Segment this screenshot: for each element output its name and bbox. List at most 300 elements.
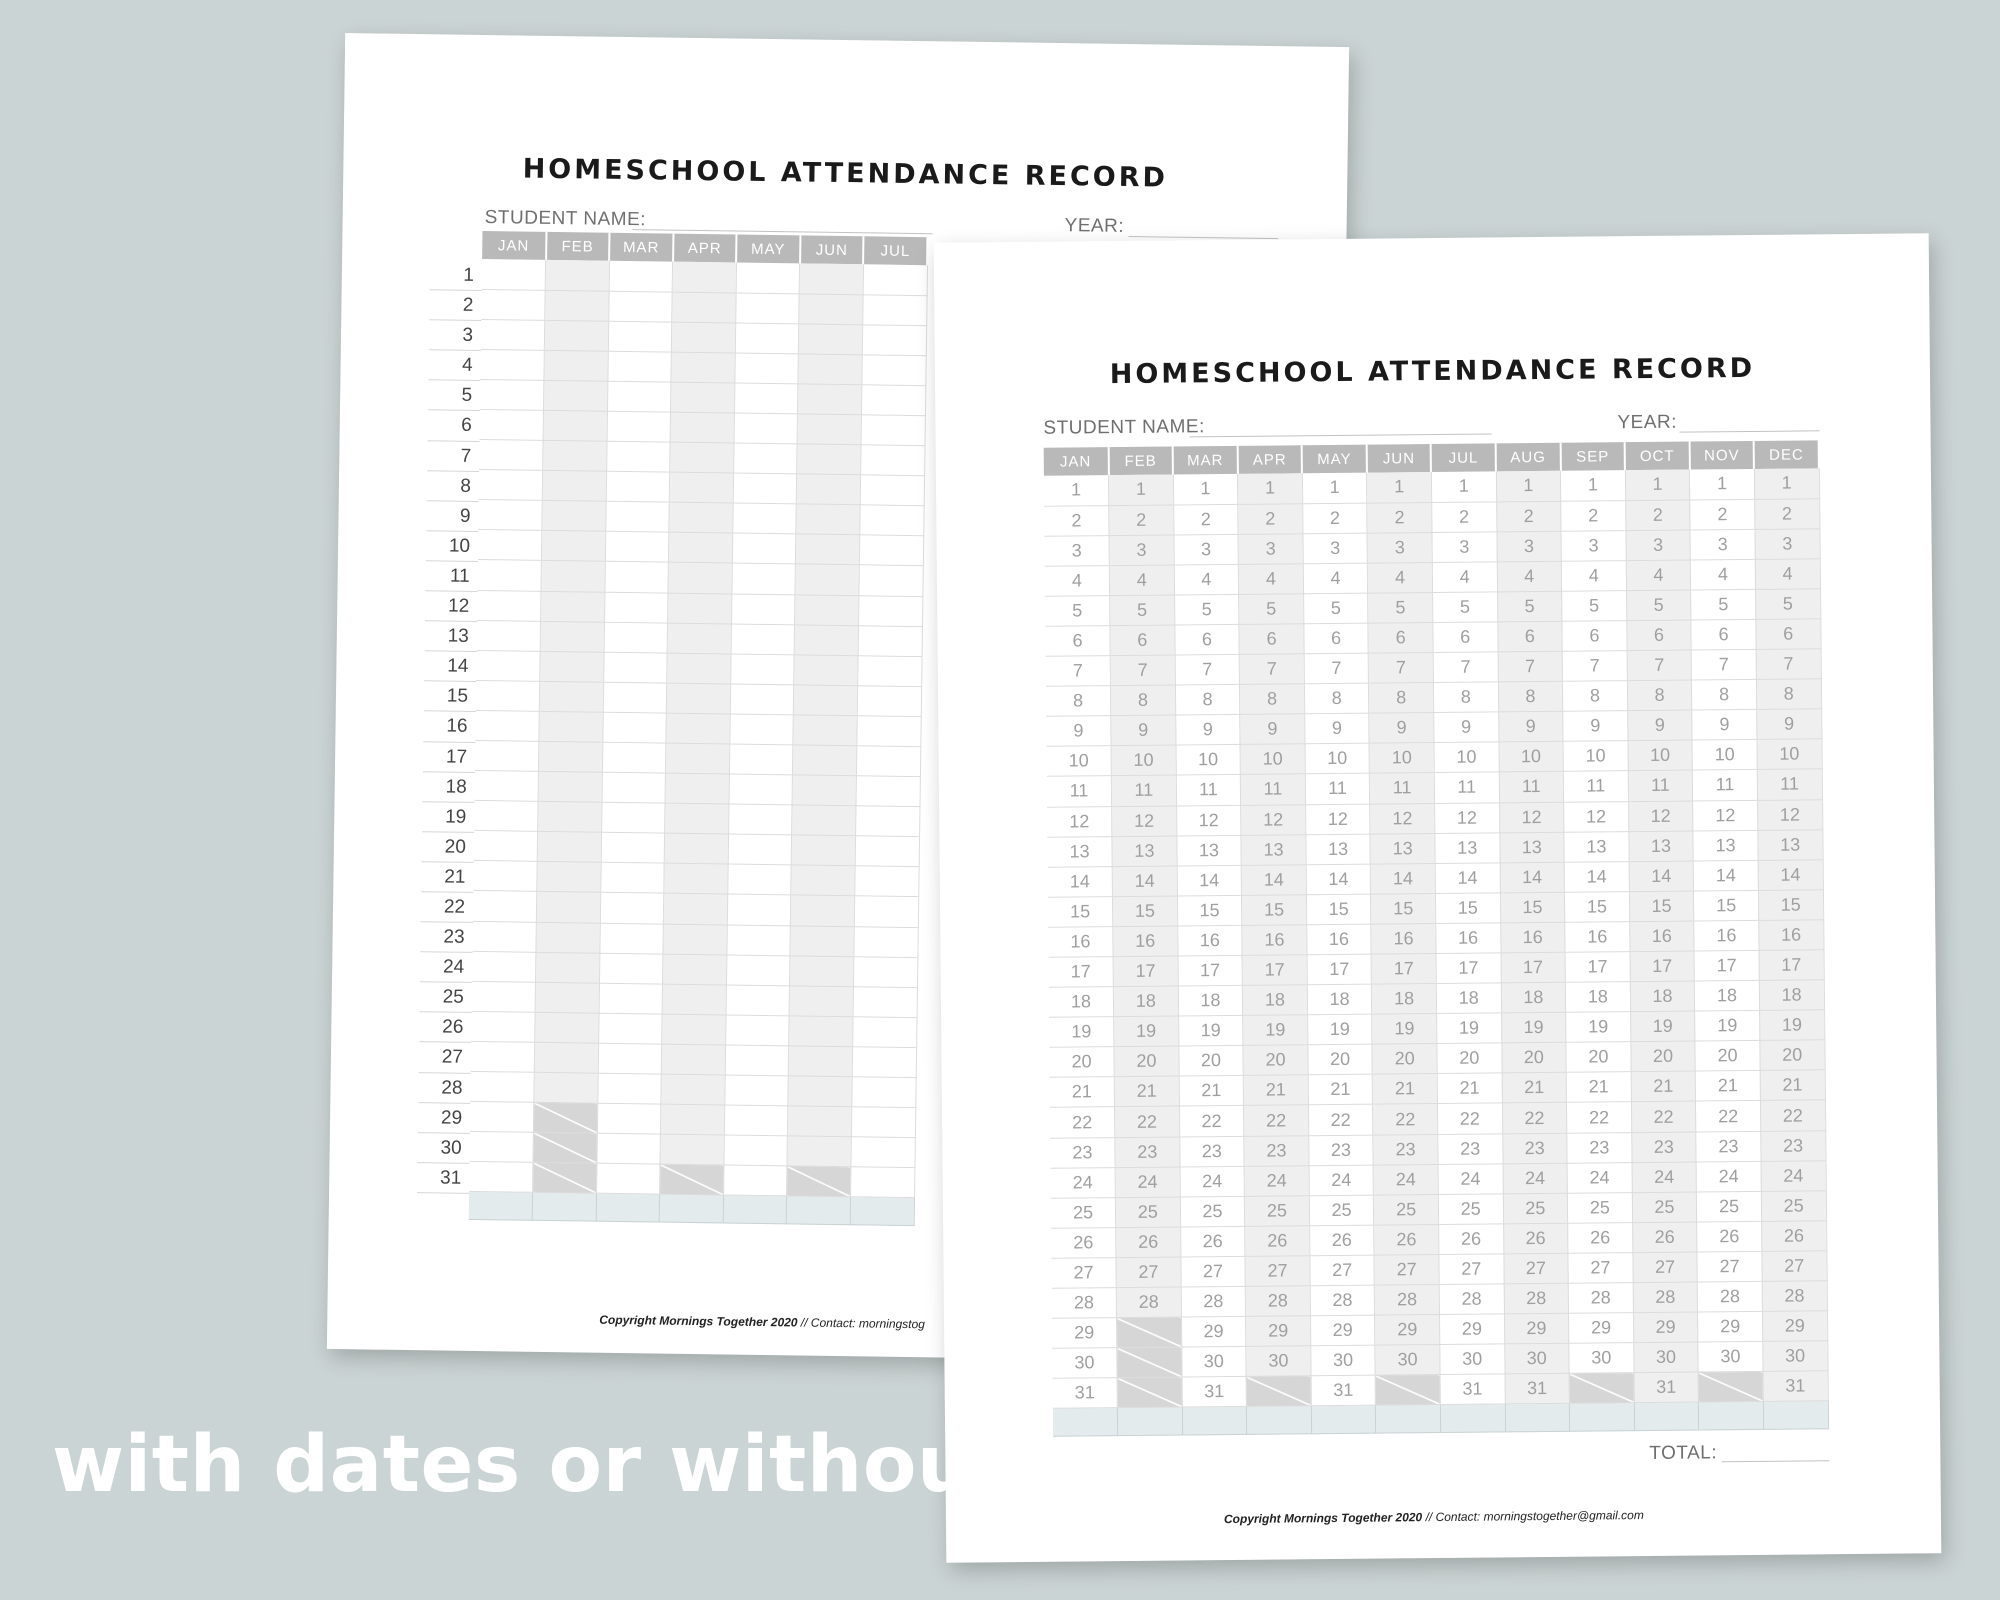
day-cell[interactable]: 1: [1496, 471, 1561, 502]
day-cell[interactable]: 26: [1568, 1222, 1633, 1253]
day-cell[interactable]: 27: [1503, 1253, 1568, 1284]
day-cell[interactable]: 22: [1567, 1102, 1632, 1133]
day-cell[interactable]: 9: [1692, 710, 1757, 741]
day-cell[interactable]: 9: [1240, 714, 1305, 745]
day-cell[interactable]: 25: [1438, 1194, 1503, 1225]
day-cell[interactable]: [607, 411, 671, 442]
day-cell[interactable]: [727, 894, 791, 925]
day-cell[interactable]: 18: [1178, 985, 1243, 1016]
day-cell[interactable]: 2: [1625, 500, 1690, 531]
day-cell[interactable]: 29: [1375, 1315, 1440, 1346]
day-cell[interactable]: 10: [1628, 740, 1693, 771]
day-cell[interactable]: 26: [1374, 1224, 1439, 1255]
day-cell[interactable]: [672, 292, 736, 323]
day-cell[interactable]: 20: [1114, 1046, 1179, 1077]
day-cell[interactable]: 6: [1239, 624, 1304, 655]
day-cell[interactable]: 12: [1693, 800, 1758, 831]
day-cell[interactable]: 7: [1239, 654, 1304, 685]
day-cell[interactable]: 9: [1305, 713, 1370, 744]
day-cell[interactable]: 14: [1758, 860, 1823, 891]
day-cell[interactable]: [469, 1132, 533, 1163]
day-cell[interactable]: 23: [1438, 1133, 1503, 1164]
day-cell[interactable]: 24: [1373, 1164, 1438, 1195]
day-cell[interactable]: 16: [1694, 920, 1759, 951]
day-cell[interactable]: [728, 804, 792, 835]
day-cell[interactable]: [472, 951, 536, 982]
day-cell[interactable]: 11: [1047, 776, 1112, 807]
day-cell[interactable]: 13: [1499, 832, 1564, 863]
day-cell[interactable]: 25: [1309, 1195, 1374, 1226]
day-cell[interactable]: 27: [1181, 1256, 1246, 1287]
day-cell[interactable]: [535, 982, 599, 1013]
day-cell[interactable]: 4: [1239, 564, 1304, 595]
day-cell[interactable]: 5: [1433, 592, 1498, 623]
day-cell[interactable]: 27: [1051, 1258, 1116, 1289]
day-cell[interactable]: [598, 1013, 662, 1044]
day-cell[interactable]: 21: [1631, 1071, 1696, 1102]
day-cell[interactable]: 22: [1696, 1101, 1761, 1132]
day-cell[interactable]: 19: [1566, 1012, 1631, 1043]
day-cell[interactable]: [601, 832, 665, 863]
day-cell[interactable]: 1: [1625, 470, 1690, 501]
day-cell[interactable]: 18: [1243, 985, 1308, 1016]
day-cell[interactable]: [596, 1163, 660, 1194]
day-cell[interactable]: [725, 1015, 789, 1046]
monthly-total-cell[interactable]: [786, 1196, 850, 1225]
day-cell[interactable]: [602, 742, 666, 773]
day-cell[interactable]: [795, 564, 859, 595]
day-cell[interactable]: [482, 259, 546, 290]
day-cell[interactable]: 5: [1562, 591, 1627, 622]
day-cell[interactable]: [666, 683, 730, 714]
day-cell[interactable]: 30: [1375, 1345, 1440, 1376]
day-cell[interactable]: 6: [1756, 619, 1821, 650]
day-cell[interactable]: 2: [1367, 502, 1432, 533]
day-cell[interactable]: [725, 1075, 789, 1106]
day-cell[interactable]: 29: [1052, 1318, 1117, 1349]
day-cell[interactable]: 27: [1697, 1251, 1762, 1282]
day-cell[interactable]: 28: [1245, 1286, 1310, 1317]
day-cell[interactable]: [788, 1076, 852, 1107]
day-cell[interactable]: [860, 475, 924, 506]
day-cell[interactable]: [792, 805, 856, 836]
day-cell[interactable]: [726, 955, 790, 986]
day-cell[interactable]: [472, 921, 536, 952]
day-cell[interactable]: 4: [1303, 563, 1368, 594]
day-cell[interactable]: 17: [1436, 953, 1501, 984]
day-cell[interactable]: 7: [1627, 650, 1692, 681]
day-cell[interactable]: 31: [1182, 1377, 1247, 1408]
day-cell[interactable]: 16: [1565, 922, 1630, 953]
day-cell[interactable]: 23: [1696, 1131, 1761, 1162]
day-cell[interactable]: 7: [1369, 653, 1434, 684]
monthly-total-cell[interactable]: [596, 1194, 660, 1223]
day-cell[interactable]: 12: [1047, 806, 1112, 837]
day-cell[interactable]: [862, 355, 926, 386]
day-cell[interactable]: 22: [1502, 1103, 1567, 1134]
day-cell[interactable]: [602, 712, 666, 743]
day-cell[interactable]: 20: [1243, 1045, 1308, 1076]
day-cell[interactable]: 8: [1563, 681, 1628, 712]
day-cell[interactable]: 12: [1499, 802, 1564, 833]
day-cell[interactable]: [663, 954, 727, 985]
day-cell[interactable]: 2: [1173, 504, 1238, 535]
day-cell[interactable]: 25: [1180, 1196, 1245, 1227]
day-cell[interactable]: 14: [1629, 861, 1694, 892]
day-cell[interactable]: [672, 262, 736, 293]
day-cell[interactable]: 28: [1116, 1287, 1181, 1318]
day-cell[interactable]: 17: [1113, 956, 1178, 987]
day-cell[interactable]: 14: [1371, 863, 1436, 894]
day-cell[interactable]: 20: [1179, 1046, 1244, 1077]
monthly-total-cell[interactable]: [850, 1197, 914, 1226]
day-cell[interactable]: 8: [1692, 680, 1757, 711]
day-cell[interactable]: 4: [1561, 560, 1626, 591]
day-cell[interactable]: [539, 741, 603, 772]
day-cell[interactable]: 25: [1245, 1195, 1310, 1226]
day-cell[interactable]: 21: [1308, 1075, 1373, 1106]
day-cell[interactable]: 24: [1438, 1164, 1503, 1195]
day-cell[interactable]: 12: [1435, 802, 1500, 833]
day-cell[interactable]: 8: [1627, 680, 1692, 711]
day-cell[interactable]: 22: [1437, 1103, 1502, 1134]
day-cell[interactable]: 6: [1110, 625, 1175, 656]
day-cell[interactable]: 5: [1239, 594, 1304, 625]
day-cell[interactable]: 16: [1371, 923, 1436, 954]
day-cell[interactable]: [480, 379, 544, 410]
day-cell[interactable]: 23: [1050, 1137, 1115, 1168]
day-cell[interactable]: 3: [1432, 532, 1497, 563]
day-cell[interactable]: 20: [1760, 1040, 1825, 1071]
year-line[interactable]: [1128, 236, 1278, 239]
day-cell[interactable]: [608, 351, 672, 382]
day-cell[interactable]: [536, 952, 600, 983]
day-cell[interactable]: [544, 380, 608, 411]
day-cell[interactable]: [480, 349, 544, 380]
day-cell[interactable]: 18: [1049, 987, 1114, 1018]
day-cell[interactable]: 10: [1305, 743, 1370, 774]
day-cell[interactable]: [481, 319, 545, 350]
day-cell[interactable]: [668, 563, 732, 594]
day-cell[interactable]: [606, 471, 670, 502]
day-cell[interactable]: 21: [1243, 1075, 1308, 1106]
day-cell[interactable]: 21: [1695, 1071, 1760, 1102]
day-cell[interactable]: [733, 473, 797, 504]
day-cell[interactable]: 16: [1177, 925, 1242, 956]
day-cell[interactable]: 26: [1180, 1226, 1245, 1257]
day-cell[interactable]: 20: [1695, 1041, 1760, 1072]
day-cell[interactable]: 24: [1051, 1167, 1116, 1198]
day-cell[interactable]: [541, 561, 605, 592]
day-cell[interactable]: [858, 595, 922, 626]
day-cell[interactable]: 21: [1050, 1077, 1115, 1108]
monthly-total-cell[interactable]: [659, 1194, 723, 1223]
monthly-total-cell[interactable]: [1311, 1406, 1376, 1435]
day-cell[interactable]: [724, 1135, 788, 1166]
day-cell[interactable]: 21: [1373, 1074, 1438, 1105]
day-cell[interactable]: 5: [1755, 589, 1820, 620]
day-cell[interactable]: 3: [1690, 529, 1755, 560]
day-cell[interactable]: [856, 776, 920, 807]
day-cell[interactable]: 6: [1368, 623, 1433, 654]
day-cell[interactable]: 10: [1111, 745, 1176, 776]
day-cell[interactable]: [470, 1071, 534, 1102]
day-cell[interactable]: [736, 263, 800, 294]
day-cell[interactable]: [798, 384, 862, 415]
day-cell[interactable]: 19: [1437, 1013, 1502, 1044]
day-cell[interactable]: 15: [1048, 896, 1113, 927]
day-cell[interactable]: 24: [1696, 1161, 1761, 1192]
day-cell[interactable]: 28: [1052, 1288, 1117, 1319]
day-cell[interactable]: [473, 891, 537, 922]
day-cell[interactable]: 28: [1762, 1281, 1827, 1312]
day-cell[interactable]: 1: [1431, 471, 1496, 502]
day-cell[interactable]: 16: [1629, 921, 1694, 952]
day-cell[interactable]: 28: [1439, 1284, 1504, 1315]
day-cell[interactable]: [669, 502, 733, 533]
day-cell[interactable]: 10: [1563, 741, 1628, 772]
day-cell[interactable]: 18: [1372, 984, 1437, 1015]
day-cell[interactable]: 16: [1113, 926, 1178, 957]
day-cell[interactable]: 8: [1498, 681, 1563, 712]
day-cell[interactable]: 17: [1049, 957, 1114, 988]
day-cell[interactable]: 24: [1632, 1162, 1697, 1193]
day-cell[interactable]: 3: [1109, 535, 1174, 566]
day-cell[interactable]: [732, 563, 796, 594]
day-cell[interactable]: 6: [1433, 622, 1498, 653]
day-cell[interactable]: 5: [1691, 589, 1756, 620]
day-cell[interactable]: [858, 625, 922, 656]
day-cell[interactable]: [857, 716, 921, 747]
day-cell[interactable]: [726, 985, 790, 1016]
day-cell[interactable]: [603, 682, 667, 713]
day-cell[interactable]: 15: [1177, 895, 1242, 926]
day-cell[interactable]: 3: [1303, 533, 1368, 564]
day-cell[interactable]: 23: [1373, 1134, 1438, 1165]
day-cell[interactable]: 26: [1309, 1225, 1374, 1256]
day-cell[interactable]: [542, 471, 606, 502]
day-cell[interactable]: [544, 350, 608, 381]
day-cell[interactable]: 15: [1306, 894, 1371, 925]
day-cell[interactable]: 17: [1694, 950, 1759, 981]
day-cell[interactable]: 4: [1109, 565, 1174, 596]
day-cell[interactable]: [664, 863, 728, 894]
day-cell[interactable]: 18: [1307, 984, 1372, 1015]
day-cell[interactable]: [731, 594, 795, 625]
day-cell[interactable]: [666, 743, 730, 774]
day-cell[interactable]: [661, 1044, 725, 1075]
day-cell[interactable]: [799, 263, 863, 294]
day-cell[interactable]: [475, 771, 539, 802]
day-cell[interactable]: [540, 621, 604, 652]
day-cell[interactable]: [473, 861, 537, 892]
day-cell[interactable]: 2: [1561, 500, 1626, 531]
day-cell[interactable]: 14: [1500, 862, 1565, 893]
day-cell[interactable]: 5: [1303, 593, 1368, 624]
day-cell[interactable]: 15: [1113, 896, 1178, 927]
day-cell[interactable]: 23: [1179, 1136, 1244, 1167]
day-cell[interactable]: 11: [1434, 772, 1499, 803]
day-cell[interactable]: [471, 1041, 535, 1072]
day-cell[interactable]: [669, 472, 733, 503]
day-cell[interactable]: 18: [1630, 981, 1695, 1012]
day-cell[interactable]: 17: [1371, 954, 1436, 985]
day-cell[interactable]: 26: [1503, 1223, 1568, 1254]
day-cell[interactable]: [667, 623, 731, 654]
day-cell[interactable]: 31: [1763, 1371, 1828, 1402]
day-cell[interactable]: [479, 440, 543, 471]
day-cell[interactable]: 25: [1374, 1194, 1439, 1225]
day-cell[interactable]: 11: [1176, 775, 1241, 806]
day-cell[interactable]: 31: [1053, 1378, 1118, 1409]
day-cell[interactable]: 24: [1503, 1163, 1568, 1194]
day-cell[interactable]: 27: [1374, 1254, 1439, 1285]
day-cell[interactable]: 12: [1241, 804, 1306, 835]
day-cell[interactable]: [794, 655, 858, 686]
day-cell[interactable]: [597, 1073, 661, 1104]
day-cell[interactable]: 12: [1112, 806, 1177, 837]
day-cell[interactable]: 17: [1759, 950, 1824, 981]
day-cell[interactable]: 25: [1051, 1197, 1116, 1228]
day-cell[interactable]: [734, 383, 798, 414]
day-cell[interactable]: 28: [1697, 1281, 1762, 1312]
day-cell[interactable]: 22: [1244, 1105, 1309, 1136]
day-cell[interactable]: [478, 500, 542, 531]
day-cell[interactable]: 1: [1754, 468, 1819, 499]
day-cell[interactable]: [793, 745, 857, 776]
day-cell[interactable]: 15: [1758, 890, 1823, 921]
day-cell[interactable]: 14: [1564, 861, 1629, 892]
day-cell[interactable]: 30: [1440, 1344, 1505, 1375]
day-cell[interactable]: 2: [1755, 498, 1820, 529]
monthly-total-cell[interactable]: [1505, 1404, 1570, 1433]
day-cell[interactable]: [475, 740, 539, 771]
day-cell[interactable]: [605, 562, 669, 593]
day-cell[interactable]: [541, 531, 605, 562]
day-cell[interactable]: [600, 863, 664, 894]
day-cell[interactable]: 16: [1048, 927, 1113, 958]
day-cell[interactable]: 27: [1633, 1252, 1698, 1283]
monthly-total-cell[interactable]: [723, 1195, 787, 1224]
day-cell[interactable]: [661, 1074, 725, 1105]
day-cell[interactable]: 27: [1568, 1253, 1633, 1284]
day-cell[interactable]: [797, 444, 861, 475]
day-cell[interactable]: [727, 864, 791, 895]
student-name-line[interactable]: [1190, 433, 1492, 437]
day-cell[interactable]: [850, 1167, 914, 1198]
day-cell[interactable]: [859, 565, 923, 596]
day-cell[interactable]: 4: [1691, 559, 1756, 590]
day-cell[interactable]: 7: [1433, 652, 1498, 683]
day-cell[interactable]: 4: [1626, 560, 1691, 591]
day-cell[interactable]: 7: [1304, 653, 1369, 684]
day-cell[interactable]: 13: [1693, 830, 1758, 861]
day-cell[interactable]: [475, 710, 539, 741]
day-cell[interactable]: [661, 1104, 725, 1135]
monthly-total-cell[interactable]: [1182, 1407, 1247, 1436]
day-cell[interactable]: 17: [1242, 955, 1307, 986]
day-cell[interactable]: 15: [1371, 893, 1436, 924]
day-cell[interactable]: 14: [1241, 864, 1306, 895]
day-cell[interactable]: 21: [1566, 1072, 1631, 1103]
day-cell[interactable]: 13: [1435, 833, 1500, 864]
day-cell[interactable]: 15: [1565, 891, 1630, 922]
day-cell[interactable]: [791, 865, 855, 896]
day-cell[interactable]: 12: [1176, 805, 1241, 836]
day-cell[interactable]: 3: [1755, 529, 1820, 560]
day-cell[interactable]: [855, 866, 919, 897]
day-cell[interactable]: [534, 1042, 598, 1073]
day-cell[interactable]: 30: [1052, 1348, 1117, 1379]
day-cell[interactable]: [731, 624, 795, 655]
day-cell[interactable]: 23: [1502, 1133, 1567, 1164]
day-cell[interactable]: 24: [1180, 1166, 1245, 1197]
day-cell[interactable]: 14: [1112, 866, 1177, 897]
day-cell[interactable]: [855, 806, 919, 837]
day-cell[interactable]: [545, 290, 609, 321]
day-cell[interactable]: [477, 560, 541, 591]
day-cell[interactable]: 3: [1497, 531, 1562, 562]
day-cell[interactable]: [477, 590, 541, 621]
day-cell[interactable]: [791, 835, 855, 866]
day-cell[interactable]: 9: [1563, 711, 1628, 742]
day-cell[interactable]: 1: [1109, 475, 1174, 506]
day-cell[interactable]: 11: [1111, 775, 1176, 806]
day-cell[interactable]: [853, 956, 917, 987]
day-cell[interactable]: 6: [1175, 624, 1240, 655]
day-cell[interactable]: 7: [1691, 649, 1756, 680]
day-cell[interactable]: 25: [1567, 1192, 1632, 1223]
day-cell[interactable]: [474, 831, 538, 862]
day-cell[interactable]: [797, 414, 861, 445]
day-cell[interactable]: [545, 260, 609, 291]
day-cell[interactable]: 21: [1114, 1076, 1179, 1107]
day-cell[interactable]: 2: [1432, 502, 1497, 533]
day-cell[interactable]: 18: [1501, 982, 1566, 1013]
day-cell[interactable]: 29: [1181, 1316, 1246, 1347]
day-cell[interactable]: 7: [1562, 651, 1627, 682]
day-cell[interactable]: 12: [1628, 801, 1693, 832]
day-cell[interactable]: [471, 1011, 535, 1042]
day-cell[interactable]: [480, 409, 544, 440]
day-cell[interactable]: 9: [1757, 709, 1822, 740]
day-cell[interactable]: 10: [1499, 742, 1564, 773]
day-cell[interactable]: [469, 1162, 533, 1193]
day-cell[interactable]: [854, 926, 918, 957]
day-cell[interactable]: [536, 892, 600, 923]
day-cell[interactable]: [535, 1012, 599, 1043]
day-cell[interactable]: [478, 530, 542, 561]
day-cell[interactable]: [733, 443, 797, 474]
day-cell[interactable]: [599, 983, 663, 1014]
day-cell[interactable]: [861, 385, 925, 416]
day-cell[interactable]: [725, 1045, 789, 1076]
day-cell[interactable]: 15: [1435, 893, 1500, 924]
day-cell[interactable]: 21: [1502, 1073, 1567, 1104]
day-cell[interactable]: 28: [1375, 1285, 1440, 1316]
day-cell[interactable]: 24: [1761, 1160, 1826, 1191]
day-cell[interactable]: [730, 654, 794, 685]
day-cell[interactable]: [795, 594, 859, 625]
day-cell[interactable]: [735, 323, 799, 354]
day-cell[interactable]: 15: [1500, 892, 1565, 923]
day-cell[interactable]: [602, 772, 666, 803]
day-cell[interactable]: [608, 291, 672, 322]
day-cell[interactable]: [601, 802, 665, 833]
day-cell[interactable]: [608, 321, 672, 352]
day-cell[interactable]: [729, 774, 793, 805]
day-cell[interactable]: 2: [1044, 505, 1109, 536]
